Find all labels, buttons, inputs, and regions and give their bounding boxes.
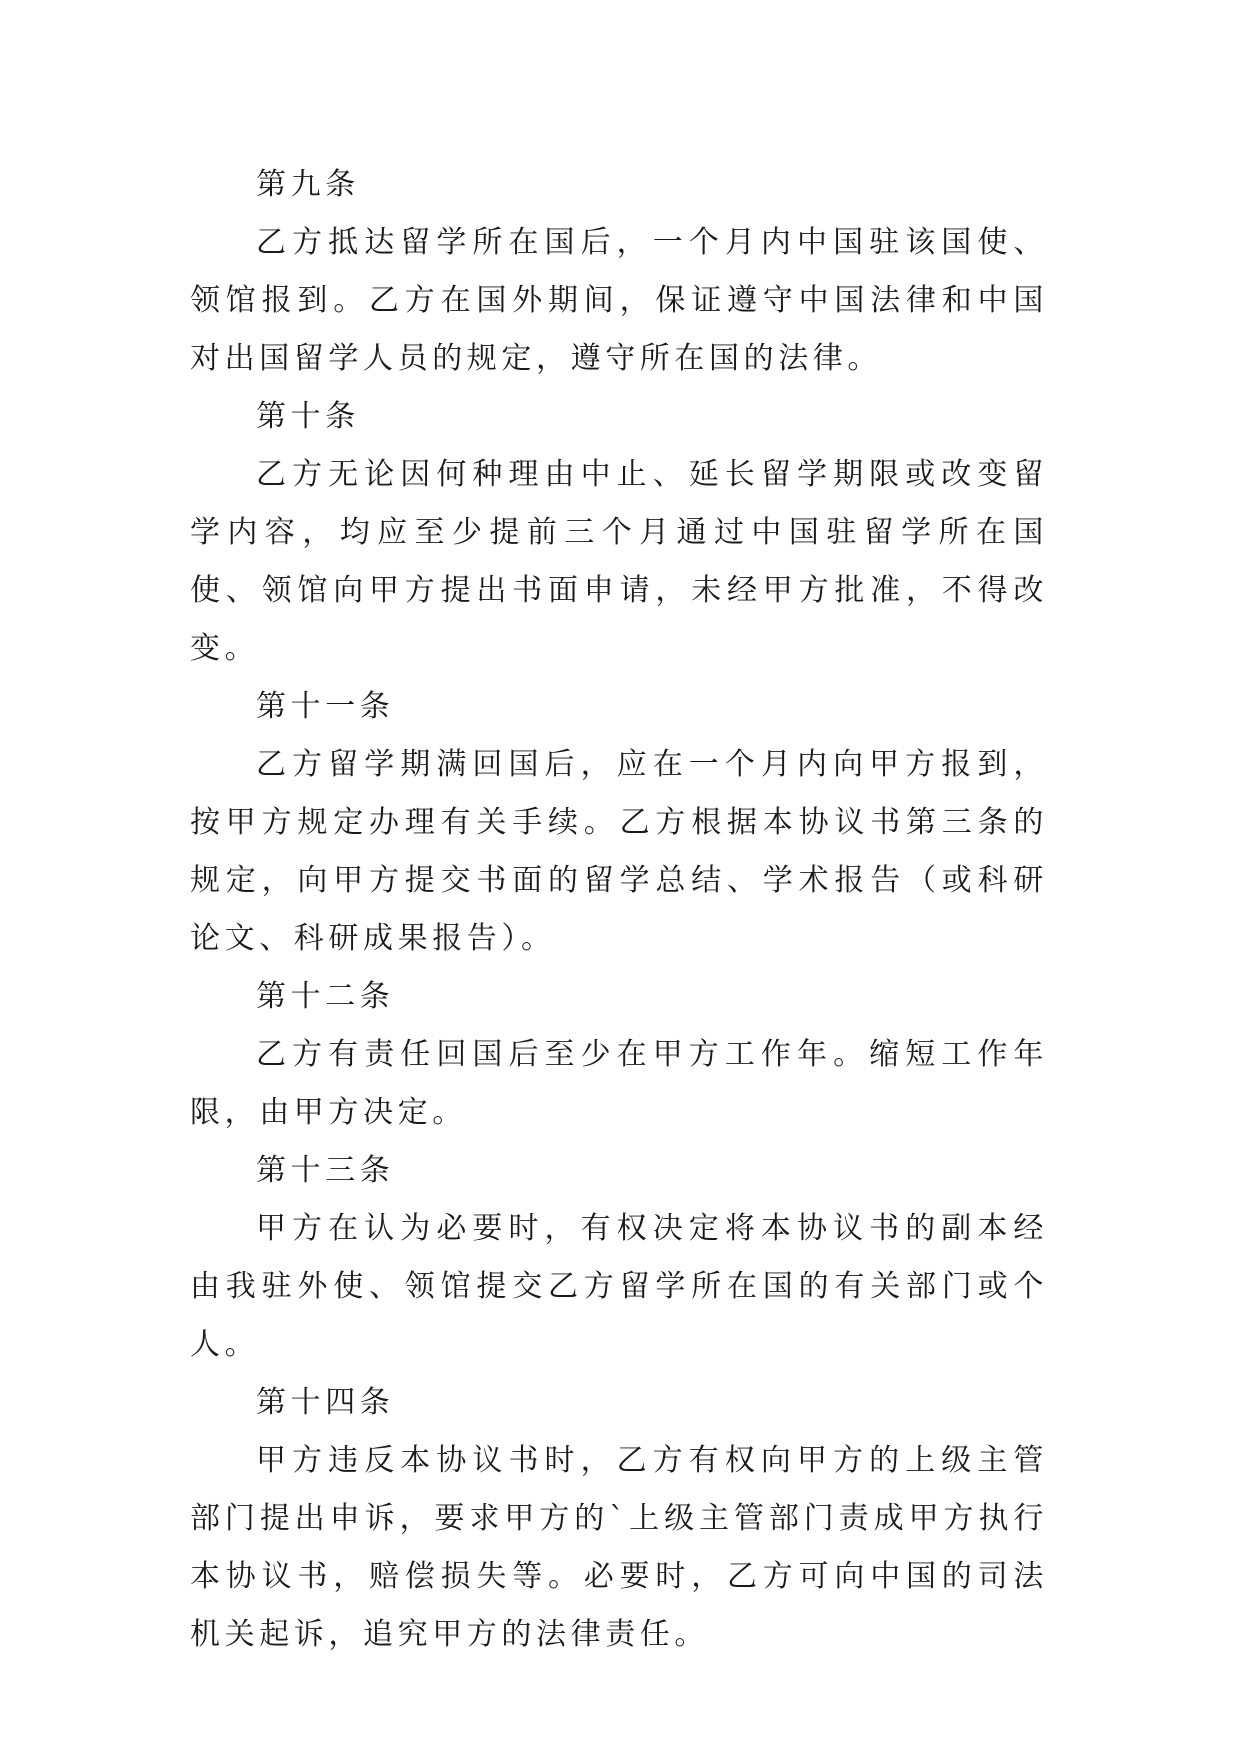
article-11-heading: 第十一条 [256, 689, 395, 724]
article-14-text: 甲方违反本协议书时，乙方有权向甲方的上级主管部门提出申诉，要求甲方的`上级主管部门责成甲方执行本协议书，赔偿损失等。必要时，乙方可向中国的司法机关起诉，追究甲方的法律责任。 [190, 1443, 1048, 1652]
article-12-text: 乙方有责任回国后至少在甲方工作年。缩短工作年限，由甲方决定。 [190, 1037, 1048, 1130]
article-10-text: 乙方无论因何种理由中止、延长留学期限或改变留学内容，均应至少提前三个月通过中国驻留学所在国使、领馆向甲方提出书面申请，未经甲方批准，不得改变。 [190, 457, 1048, 666]
article-10-heading: 第十条 [256, 399, 360, 434]
document-body [190, 156, 1048, 1664]
article-9-heading: 第九条 [256, 167, 360, 202]
article-13-heading: 第十三条 [256, 1153, 395, 1188]
article-9-text: 乙方抵达留学所在国后，一个月内中国驻该国使、领馆报到。乙方在国外期间，保证遵守中国法律和中国对出国留学人员的规定，遵守所在国的法律。 [190, 225, 1048, 376]
article-11-text: 乙方留学期满回国后，应在一个月内向甲方报到，按甲方规定办理有关手续。乙方根据本协议书第三条的规定，向甲方提交书面的留学总结、学术报告（或科研论文、科研成果报告）。 [190, 747, 1048, 956]
article-13-text: 甲方在认为必要时，有权决定将本协议书的副本经由我驻外使、领馆提交乙方留学所在国的有关部门或个人。 [190, 1211, 1048, 1362]
article-12-heading: 第十二条 [256, 979, 395, 1014]
article-14-heading: 第十四条 [256, 1385, 395, 1420]
